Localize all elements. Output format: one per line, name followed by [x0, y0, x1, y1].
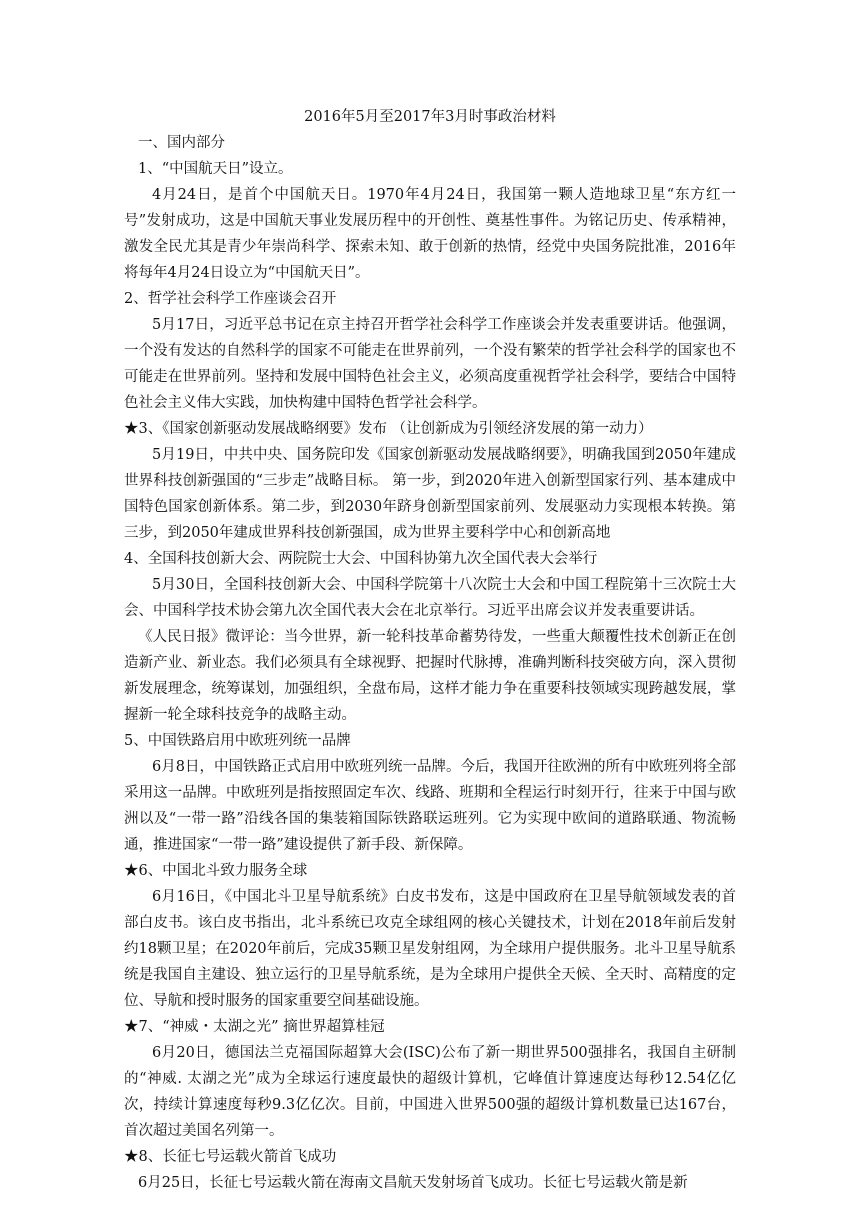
section-heading-3: ★3、《国家创新驱动发展战略纲要》发布 （让创新成为引领经济发展的第一动力） — [124, 421, 653, 437]
section-4-paragraph-2: 《人民日报》微评论：当今世界，新一轮科技革命蓄势待发，一些重大颠覆性技术创新正在创造新产业、新业态。我们必须具有全球视野、把握时代脉搏，准确判断科技突破方向，深入贯彻新发展理念，统筹谋划，加强组织，全盘布局，这样才能力争在重要科技领域实现跨越发展，掌握新一轮全球科技竞争的战略主动。 — [124, 629, 736, 723]
section-3-paragraph: 5月19日，中共中央、国务院印发《国家创新驱动发展战略纲要》，明确我国到2050年建成世界科技创新强国的“三步走”战略目标。 第一步，到2020年进入创新型国家行列、基本建成中国特色国家创新体系。第二步，到2030年跻身创新型国家前列、发展驱动力实现根本转换。第三步，到2050年建成世界科技创新强国，成为世界主要科学中心和创新高地 — [124, 447, 736, 541]
section-heading-4: 4、全国科技创新大会、两院院士大会、中国科协第九次全国代表大会举行 — [124, 551, 598, 567]
section-6-paragraph: 6月16日，《中国北斗卫星导航系统》白皮书发布，这是中国政府在卫星导航领域发表的首部白皮书。该白皮书指出，北斗系统已攻克全球组网的核心关键技术，计划在2018年前后发射约18颗卫星；在2020年前后，完成35颗卫星发射组网，为全球用户提供服务。北斗卫星导航系统是我国自主建设、独立运行的卫星导航系统，是为全球用户提供全天候、全天时、高精度的定位、导航和授时服务的国家重要空间基础设施。 — [124, 889, 736, 1009]
section-heading-6: ★6、中国北斗致力服务全球 — [124, 863, 308, 879]
document-title: 2016年5月至2017年3月时事政治材料 — [304, 109, 556, 125]
section-heading-8: ★8、长征七号运载火箭首飞成功 — [124, 1149, 337, 1165]
section-4-paragraph-1: 5月30日，全国科技创新大会、中国科学院第十八次院士大会和中国工程院第十三次院士大会、中国科学技术协会第九次全国代表大会在北京举行。习近平出席会议并发表重要讲话。 — [124, 577, 736, 619]
section-heading-7: ★7、“神威・太湖之光” 摘世界超算桂冠 — [124, 1019, 385, 1035]
section-7-paragraph: 6月20日，德国法兰克福国际超算大会(ISC)公布了新一期世界500强排名，我国自主研制的“神威. 太湖之光”成为全球运行速度最快的超级计算机，它峰值计算速度达每秒12.54亿亿次，持续计算速度每秒9.3亿亿次。目前，中国进入世界500强的超级计算机数量已达167台，首次超过美国名列第一。 — [124, 1045, 736, 1139]
section-2-paragraph: 5月17日，习近平总书记在京主持召开哲学社会科学工作座谈会并发表重要讲话。他强调，一个没有发达的自然科学的国家不可能走在世界前列，一个没有繁荣的哲学社会科学的国家也不可能走在世界前列。坚持和发展中国特色社会主义，必须高度重视哲学社会科学，要结合中国特色社会主义伟大实践，加快构建中国特色哲学社会科学。 — [124, 317, 736, 411]
part-heading-domestic: 一、国内部分 — [138, 135, 225, 151]
section-1-paragraph: 4月24日，是首个中国航天日。1970年4月24日，我国第一颗人造地球卫星“东方红一号”发射成功，这是中国航天事业发展历程中的开创性、奠基性事件。为铭记历史、传承精神，激发全民尤其是青少年崇尚科学、探索未知、敢于创新的热情，经党中央国务院批准，2016年将每年4月24日设立为“中国航天日”。 — [124, 187, 736, 281]
section-heading-1: 1、“中国航天日”设立。 — [138, 161, 293, 177]
section-8-paragraph: 6月25日，长征七号运载火箭在海南文昌航天发射场首飞成功。长征七号运载火箭是新 — [138, 1175, 688, 1191]
section-5-paragraph: 6月8日，中国铁路正式启用中欧班列统一品牌。今后，我国开往欧洲的所有中欧班列将全部采用这一品牌。中欧班列是指按照固定车次、线路、班期和全程运行时刻开行，往来于中国与欧洲以及“一带一路”沿线各国的集装箱国际铁路联运班列。它为实现中欧间的道路联通、物流畅通，推进国家“一带一路”建设提供了新手段、新保障。 — [124, 759, 736, 853]
section-heading-5: 5、中国铁路启用中欧班列统一品牌 — [124, 733, 351, 749]
section-heading-2: 2、哲学社会科学工作座谈会召开 — [124, 291, 337, 307]
